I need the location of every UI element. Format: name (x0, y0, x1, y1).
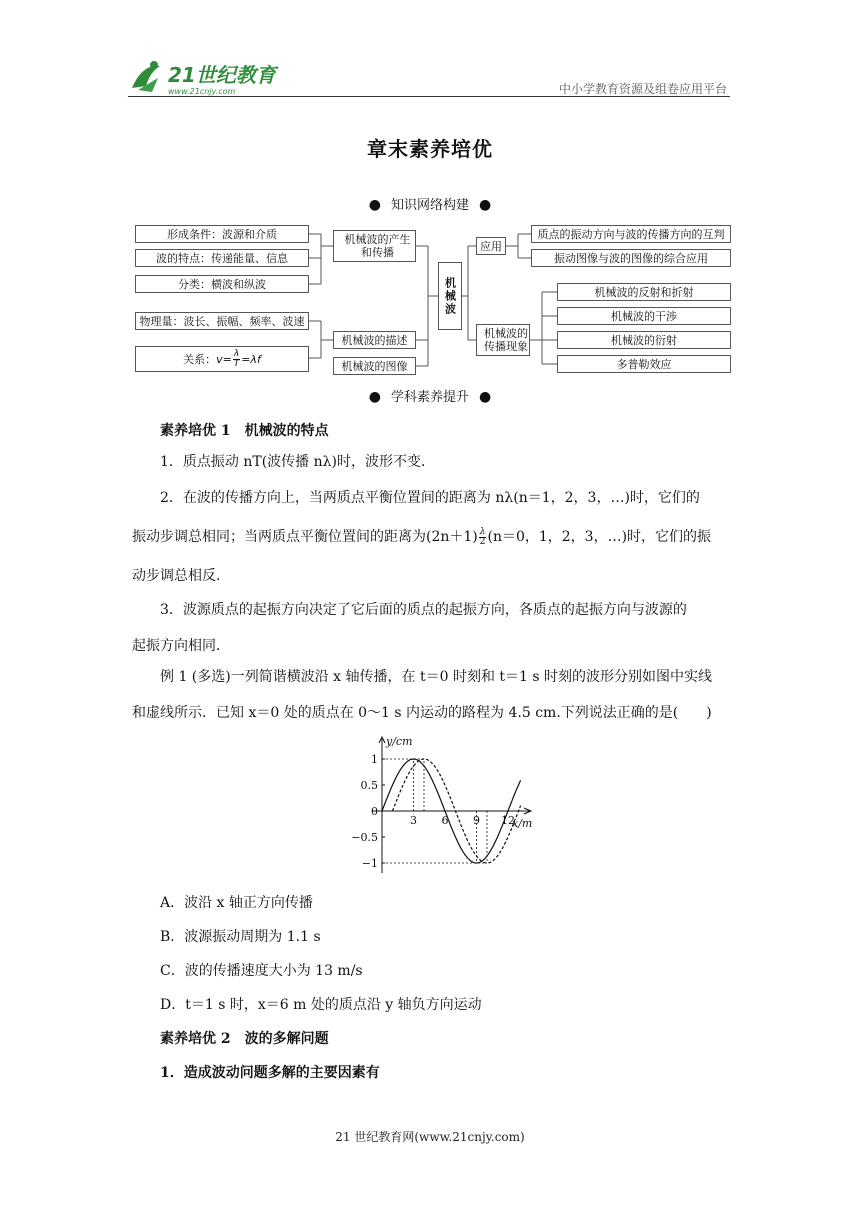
mm-physical-quantities: 物理量：波长、振幅、频率、波速 (135, 312, 309, 330)
mm-center-mechanical-wave: 机械波 (438, 262, 462, 330)
paragraph-3a: 3．波源质点的起振方向决定了它后面的质点的起振方向，各质点的起振方向与波源的 (160, 602, 687, 618)
text-span: (n＝0，1，2，3，…)时，它们的振 (487, 529, 712, 545)
mm-reflection-refraction: 机械波的反射和折射 (557, 283, 731, 301)
formula-rhs: =λf (241, 352, 261, 366)
mm-interference: 机械波的干涉 (557, 307, 731, 325)
x-tick-label: 6 (441, 814, 449, 827)
section-literacy-improve (0, 386, 860, 405)
heading-literacy-2: 素养培优 2 波的多解问题 (160, 1031, 329, 1047)
mm-classification: 分类：横波和纵波 (135, 275, 309, 293)
y-tick-label: 1 (371, 753, 378, 766)
logo-main-text: 21世纪教育 (168, 63, 276, 87)
y-axis-label: y/cm (386, 735, 413, 748)
bullet-icon: ● (479, 197, 492, 213)
mm-graph: 机械波的图像 (333, 357, 416, 375)
page-footer: 21 世纪教育网(www.21cnjy.com) (335, 1130, 525, 1144)
mm-doppler: 多普勒效应 (557, 355, 731, 373)
option-a: A．波沿 x 轴正方向传播 (160, 895, 313, 911)
mm-description: 机械波的描述 (333, 331, 416, 349)
mm-relation (135, 346, 309, 372)
option-d: D．t＝1 s 时，x＝6 m 处的质点沿 y 轴负方向运动 (160, 997, 482, 1013)
paragraph-2a: 2．在波的传播方向上，当两质点平衡位置间的距离为 nλ(n＝1，2，3，…)时，它们的 (160, 490, 700, 506)
lambda-half-fraction: $\frac{\lambda}{2}$ (479, 526, 486, 547)
formula-v: v (216, 352, 223, 366)
mm-diffraction: 机械波的衍射 (557, 331, 731, 349)
paragraph-4: 1．造成波动问题多解的主要因素有 (160, 1065, 380, 1081)
bullet-icon: ● (479, 389, 492, 405)
y-tick-label: 0 (371, 805, 378, 818)
mm-formation-condition: 形成条件：波源和介质 (135, 225, 309, 243)
relation-label: 关系： (183, 352, 217, 366)
header-platform-text: 中小学教育资源及组卷应用平台 (558, 82, 727, 96)
section-title: 学科素养提升 (390, 390, 469, 405)
logo-url-text: www.21cnjy.com (168, 87, 236, 96)
mind-map-connectors (0, 0, 860, 400)
x-tick-label: 12 (501, 814, 515, 827)
mm-graph-application: 振动图像与波的图像的综合应用 (531, 249, 731, 267)
mm-propagation-phenomena: 机械波的传播现象 (476, 324, 530, 356)
x-axis-label: x/m (512, 817, 533, 830)
mm-generation-propagation: 机械波的产生和传播 (333, 230, 416, 262)
bullet-icon: ● (368, 389, 381, 405)
x-tick-label: 3 (410, 814, 417, 827)
page-title: 章末素养培优 (367, 137, 493, 161)
mm-application: 应用 (476, 237, 506, 255)
section-title: 知识网络构建 (390, 198, 469, 213)
paragraph-3b: 起振方向相同． (132, 638, 230, 654)
y-tick-label: −0.5 (351, 831, 378, 844)
option-c: C．波的传播速度大小为 13 m/s (160, 963, 363, 979)
text-span: 振动步调总相同；当两质点平衡位置间的距离为(2n＋1) (132, 529, 478, 545)
example-1-line2: 和虚线所示．已知 x＝0 处的质点在 0～1 s 内运动的路程为 4.5 cm.下列说法正确的是( ) (132, 705, 712, 721)
y-tick-label: −1 (361, 857, 378, 870)
paragraph-2c: 动步调总相反． (132, 568, 230, 584)
paragraph-1: 1．质点振动 nT(波传播 nλ)时，波形不变． (160, 454, 435, 470)
wave-chart (350, 733, 540, 878)
paragraph-2b (132, 527, 732, 547)
mm-direction-judgement: 质点的振动方向与波的传播方向的互判 (531, 225, 731, 243)
bullet-icon: ● (368, 197, 381, 213)
formula-eq: = (222, 352, 232, 366)
mm-wave-features: 波的特点：传递能量、信息 (135, 249, 309, 267)
option-b: B．波源振动周期为 1.1 s (160, 929, 321, 945)
example-1-line1: 例 1 (多选)一列简谐横波沿 x 轴传播，在 t＝0 时刻和 t＝1 s 时刻的波形分别如图中实线 (160, 669, 713, 685)
formula-fraction: $\frac{\lambda}{T}$ (233, 348, 240, 369)
heading-literacy-1: 素养培优 1 机械波的特点 (160, 423, 329, 439)
y-tick-label: 0.5 (360, 779, 378, 792)
x-tick-label: 9 (473, 814, 480, 827)
